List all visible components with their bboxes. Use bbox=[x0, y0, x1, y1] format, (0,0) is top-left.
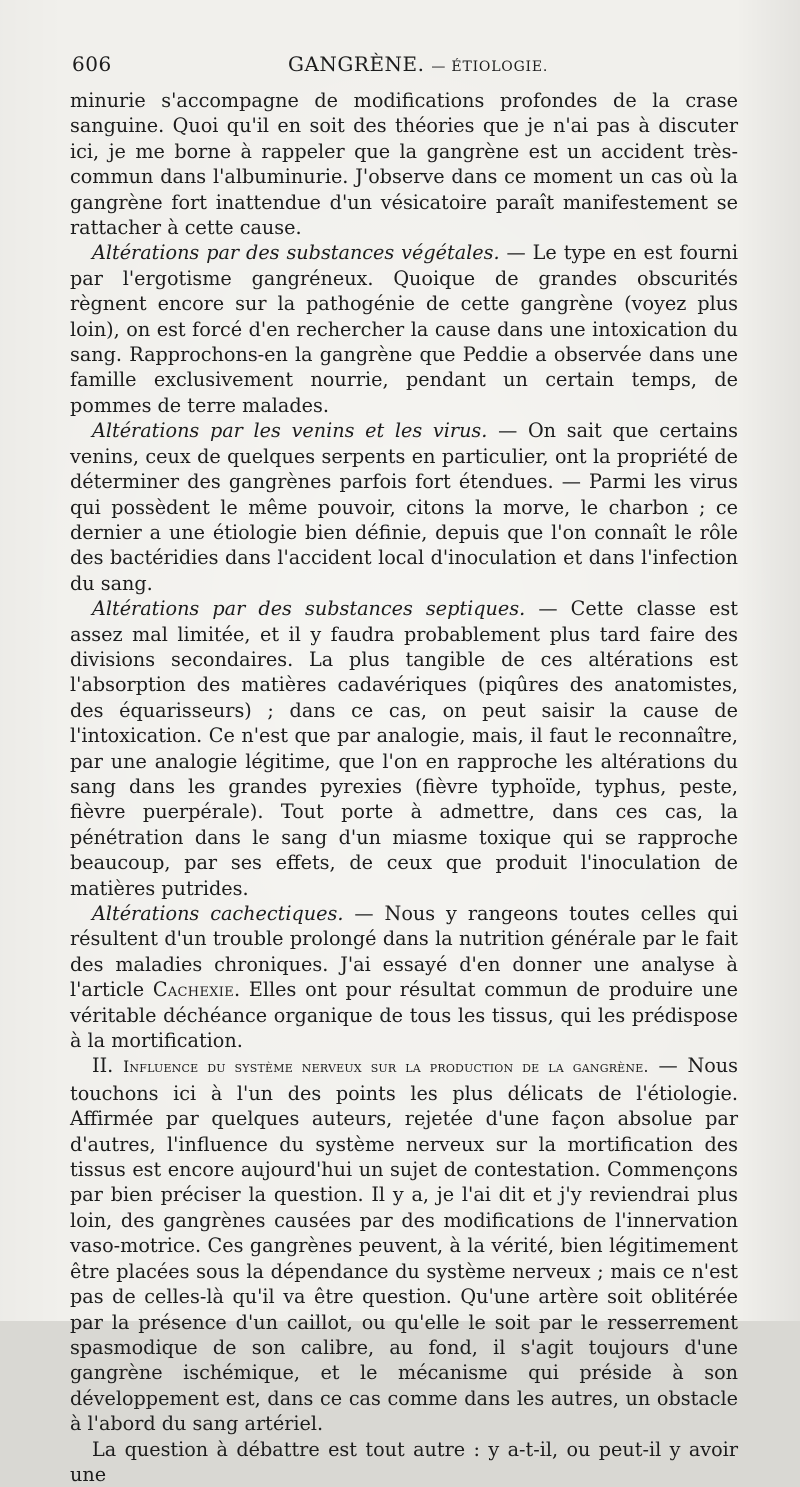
paragraph-venins-virus bbox=[70, 418, 738, 596]
paragraph-lead: Altérations par des substances septiques. bbox=[92, 597, 526, 621]
paragraph-substances-septiques bbox=[70, 596, 738, 901]
section-heading: Influence du système nerveux sur la production de la gangrène. bbox=[123, 1058, 649, 1077]
running-title-section: — ÉTIOLOGIE. bbox=[431, 59, 549, 75]
paragraph-substances-vegetales bbox=[70, 240, 738, 418]
section-systeme-nerveux bbox=[70, 1053, 738, 1436]
running-title bbox=[288, 52, 548, 76]
paragraph-text: — Nous touchons ici à l'un des points les plus délicats de l'étiologie. Affirmée par quelques auteurs, rejetée d'une façon absolue par d'autres, l'influence du système nerveux sur la mortification des tissus est encore aujourd'hui un sujet de contestation. Commençons par bien préciser la question. Il y a, je l'ai dit et j'y reviendrai plus loin, des gangrènes causées par des modifications de l'innervation vaso-motrice. Ces gangrènes peuvent, à la vérité, bien légitimement être placées sous la dépendance du système nerveux ; mais ce n'est pas de celles-là qu'il va être question. Qu'une artère soit oblitérée par la présence d'un caillot, ou qu'elle le soit par le resserrement spasmodique de son calibre, au fond, il s'agit toujours d'une gangrène ischémique, et le mécanisme qui préside à son développement est, dans ce cas comme dans les autres, un obstacle à l'abord du sang artériel. bbox=[70, 1054, 739, 1436]
paragraph-lead: Altérations par les venins et les virus. bbox=[92, 419, 488, 443]
body-text bbox=[70, 88, 738, 1487]
paragraph-albuminurie bbox=[70, 88, 738, 240]
paragraph-question bbox=[70, 1437, 738, 1487]
page-number: 606 bbox=[72, 52, 112, 76]
running-title-main: GANGRÈNE. bbox=[288, 52, 425, 76]
paragraph-cachectiques bbox=[70, 901, 738, 1053]
paragraph-text: . Elles ont pour résultat commun de produire une véritable déchéance organique de tous les tissus, qui les prédispose à la mortification. bbox=[70, 978, 738, 1053]
paragraph-text: — Le type en est fourni par l'ergotisme gangréneux. Quoique de grandes obscurités règnent encore sur la pathogénie de cette gangrène (voyez plus loin), on est forcé d'en rechercher la cause dans une intoxication du sang. Rapprochons-en la gangrène que Peddie a observée dans une famille exclusivement nourrie, pendant un certain temps, de pommes de terre malades. bbox=[70, 241, 738, 417]
paragraph-lead: Altérations cachectiques. bbox=[92, 902, 344, 925]
paragraph-lead: Altérations par des substances végétales. bbox=[92, 241, 500, 265]
paragraph-text: — Nous y rangeons toutes celles qui résultent d'un trouble prolongé dans la nutrition générale par le fait des maladies chroniques. J'ai essayé d'en donner une analyse à l'article bbox=[70, 902, 738, 1002]
paragraph-text: — Cette classe est assez mal limitée, et il y faudra probablement plus tard faire des divisions secondaires. La plus tangible de ces altérations est l'absorption des matières cadavériques (piqûres des anatomistes, des équarisseurs) ; dans ce cas, on peut saisir la cause de l'intoxication. Ce n'est que par analogie, mais, il faut le reconnaître, par une analogie légitime, que l'on en rapproche les altérations du sang dans les grandes pyrexies (fièvre typhoïde, typhus, peste, fièvre puerpérale). Tout porte à admettre, dans ces cas, la pénétration dans le sang d'un miasme toxique qui se rapproche beaucoup, par ses effets, de ceux que produit l'inoculation de matières putrides. bbox=[70, 597, 738, 900]
paragraph-text: — On sait que certains venins, ceux de quelques serpents en particulier, ont la propriété de déterminer des gangrènes parfois fort étendues. — Parmi les virus qui possèdent le même pouvoir, citons la morve, le charbon ; ce dernier a une étiologie bien définie, depuis que l'on connaît le rôle des bactéridies dans l'accident local d'inoculation et dans l'infection du sang. bbox=[70, 419, 738, 595]
running-header bbox=[70, 52, 740, 82]
cross-reference-cachexie: Cachexie bbox=[152, 978, 235, 1002]
paragraph-text: minurie s'accompagne de modifications profondes de la crase sanguine. Quoi qu'il en soit des théories que je n'ai pas à discuter ici, je me borne à rappeler que la gangrène est un accident très-commun dans l'albuminurie. J'observe dans ce moment un cas où la gangrène fort inattendue d'un vésicatoire paraît manifestement se rattacher à cette cause. bbox=[70, 89, 738, 240]
paragraph-text: La question à débattre est tout autre : y a-t-il, ou peut-il y avoir une bbox=[70, 1437, 738, 1486]
section-number: II. bbox=[92, 1054, 124, 1078]
